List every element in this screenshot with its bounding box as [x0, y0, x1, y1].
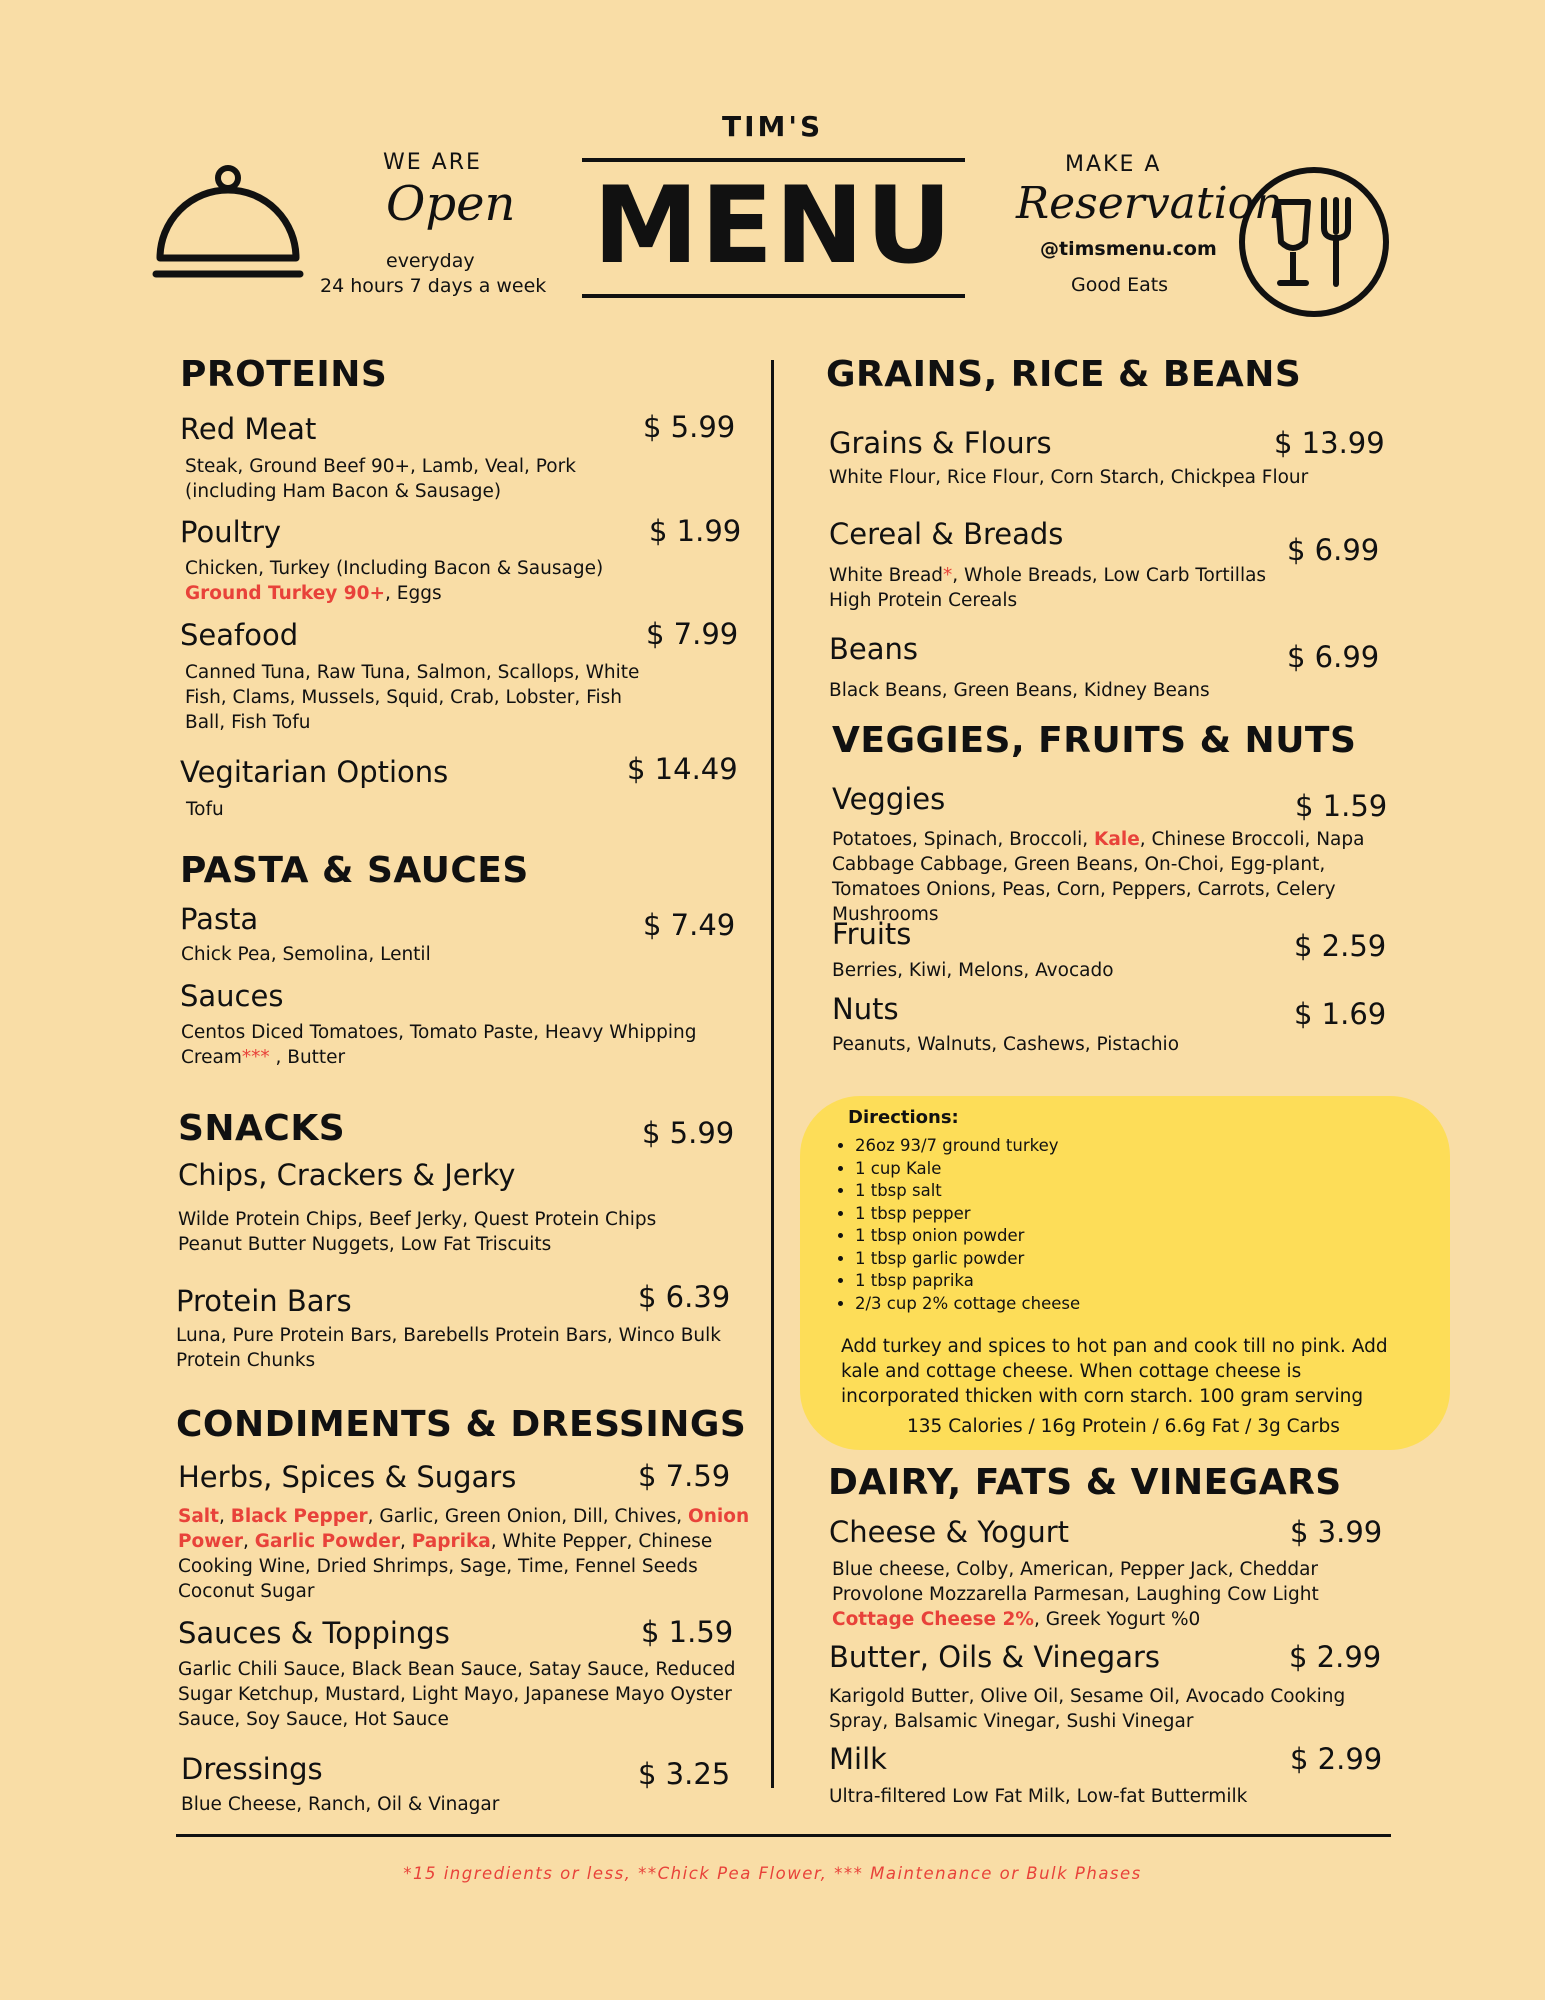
directions-title: Directions:: [848, 1107, 959, 1128]
item-name-dressings: Dressings: [181, 1752, 323, 1786]
item-price-cereal: $ 6.99: [1287, 533, 1380, 567]
directions-line: incorporated thicken with corn starch. 100 gram serving: [841, 1386, 1364, 1407]
desc-fragment: White Bread: [829, 565, 944, 586]
glass-fork-icon: [1238, 166, 1390, 318]
direction-step: • 1 tbsp garlic powder: [855, 1248, 1080, 1271]
section-title-veggies: VEGGIES, FRUITS & NUTS: [832, 720, 1357, 761]
directions-line: kale and cottage cheese. When cottage cheese is: [841, 1361, 1302, 1382]
open-line2: everyday: [386, 250, 475, 272]
item-desc-protein-bars: [176, 1323, 721, 1373]
highlight-black-pepper: Black Pepper: [230, 1506, 368, 1527]
desc-line: Centos Diced Tomatoes, Tomato Paste, Heavy Whipping: [181, 1022, 697, 1043]
desc-line: Tomatoes Onions, Peas, Corn, Peppers, Carrots, Celery: [832, 879, 1336, 900]
desc-line: Fish, Clams, Mussels, Squid, Crab, Lobster, Fish: [185, 687, 622, 708]
desc-fragment: Potatoes, Spinach, Broccoli,: [832, 829, 1095, 850]
section-title-proteins: PROTEINS: [180, 354, 388, 395]
direction-step: • 2/3 cup 2% cottage cheese: [855, 1293, 1080, 1316]
section-title-dairy: DAIRY, FATS & VINEGARS: [828, 1462, 1342, 1503]
item-price-herbs: $ 7.59: [638, 1459, 731, 1493]
direction-step: • 1 tbsp paprika: [855, 1270, 1080, 1293]
item-desc-sauces-toppings: [178, 1657, 736, 1732]
desc-line: Steak, Ground Beef 90+, Lamb, Veal, Pork: [185, 456, 576, 477]
desc-line: High Protein Cereals: [829, 590, 1018, 611]
item-price-red-meat: $ 5.99: [643, 410, 736, 444]
reservation-tagline: Good Eats: [1071, 274, 1169, 296]
item-name-red-meat: Red Meat: [180, 412, 317, 446]
item-name-protein-bars: Protein Bars: [176, 1284, 352, 1318]
reservation-line1: MAKE A: [1065, 152, 1162, 177]
desc-line: Luna, Pure Protein Bars, Barebells Protein Bars, Winco Bulk: [176, 1325, 722, 1346]
item-price-nuts: $ 1.69: [1294, 997, 1387, 1031]
highlight-paprika: Paprika: [411, 1531, 491, 1552]
item-price-cheese: $ 3.99: [1290, 1515, 1383, 1549]
item-name-chips: Chips, Crackers & Jerky: [178, 1158, 516, 1192]
section-title-condiments: CONDIMENTS & DRESSINGS: [176, 1404, 747, 1445]
item-name-cereal: Cereal & Breads: [829, 517, 1064, 551]
desc-fragment: , Garlic, Green Onion, Dill, Chives,: [367, 1506, 688, 1527]
highlight-onion: Onion: [688, 1506, 750, 1527]
nutrition-facts: 135 Calories / 16g Protein / 6.6g Fat / 3g Carbs: [907, 1416, 1340, 1437]
direction-step: • 26oz 93/7 ground turkey: [855, 1135, 1080, 1158]
desc-fragment: ,: [219, 1506, 231, 1527]
desc-fragment: ,: [243, 1531, 255, 1552]
item-desc-beans: Black Beans, Green Beans, Kidney Beans: [829, 680, 1210, 701]
footer-rule: [176, 1834, 1391, 1837]
section-title-snacks: SNACKS: [178, 1108, 346, 1149]
item-name-seafood: Seafood: [180, 618, 299, 652]
directions-steps: [835, 1135, 1080, 1315]
item-name-cheese: Cheese & Yogurt: [829, 1515, 1070, 1549]
item-desc-butter: [829, 1684, 1345, 1734]
item-price-dressings: $ 3.25: [638, 1757, 731, 1791]
desc-line: Chicken, Turkey (Including Bacon & Sausage): [185, 558, 604, 579]
direction-step: • 1 tbsp salt: [855, 1180, 1080, 1203]
open-line1: WE ARE: [383, 150, 482, 175]
title-rule-bottom: [582, 294, 965, 298]
title-rule-top: [582, 158, 965, 162]
highlight-kale: Kale: [1094, 829, 1140, 850]
highlight-garlic-powder: Garlic Powder: [254, 1531, 400, 1552]
item-price-beans: $ 6.99: [1287, 640, 1380, 674]
desc-line: Ball, Fish Tofu: [185, 712, 311, 733]
highlight-cottage-cheese: Cottage Cheese 2%: [832, 1609, 1034, 1630]
item-price-sauces-toppings: $ 1.59: [641, 1615, 734, 1649]
item-desc-chips: [178, 1207, 656, 1257]
item-name-sauces-toppings: Sauces & Toppings: [178, 1616, 450, 1650]
item-price-veggies: $ 1.59: [1295, 789, 1388, 823]
desc-line: [829, 563, 1266, 588]
desc-fragment: , White Pepper, Chinese: [490, 1531, 713, 1552]
footnote: *15 ingredients or less, **Chick Pea Flower, *** Maintenance or Bulk Phases: [403, 1864, 1142, 1883]
desc-line: (including Ham Bacon & Sausage): [185, 481, 502, 502]
footnote-mark: ***: [241, 1047, 270, 1068]
desc-fragment: , Greek Yogurt %0: [1033, 1609, 1201, 1630]
item-name-beans: Beans: [829, 632, 918, 666]
desc-line: Coconut Sugar: [178, 1581, 315, 1602]
item-price-protein-bars: $ 6.39: [638, 1280, 731, 1314]
item-name-vegetarian: Vegitarian Options: [180, 755, 449, 789]
desc-line: Garlic Chili Sauce, Black Bean Sauce, Satay Sauce, Reduced: [178, 1659, 736, 1680]
item-price-pasta: $ 7.49: [643, 908, 736, 942]
desc-fragment: , Whole Breads, Low Carb Tortillas: [952, 565, 1267, 586]
item-desc-milk: Ultra-filtered Low Fat Milk, Low-fat Buttermilk: [829, 1786, 1248, 1807]
item-name-poultry: Poultry: [180, 515, 282, 549]
item-desc-cereal: [829, 563, 1266, 613]
highlight-power: Power: [178, 1531, 244, 1552]
open-script: Open: [386, 176, 516, 232]
highlight-ground-turkey: Ground Turkey 90+: [185, 583, 386, 604]
item-desc-cheese: [832, 1557, 1319, 1632]
desc-line: Canned Tuna, Raw Tuna, Salmon, Scallops, White: [185, 662, 640, 683]
desc-line: Mushrooms: [832, 904, 939, 925]
desc-line: [832, 827, 1364, 852]
item-desc-vegetarian: Tofu: [186, 799, 224, 820]
item-desc-nuts: Peanuts, Walnuts, Cashews, Pistachio: [832, 1034, 1180, 1055]
item-price-vegetarian: $ 14.49: [627, 752, 738, 786]
item-desc-poultry: [185, 556, 603, 606]
desc-fragment: , Butter: [269, 1047, 346, 1068]
desc-line: Protein Chunks: [176, 1350, 316, 1371]
desc-line: Cooking Wine, Dried Shrimps, Sage, Time, Fennel Seeds: [178, 1556, 698, 1577]
desc-line: Spray, Balsamic Vinegar, Sushi Vinegar: [829, 1711, 1194, 1732]
item-price-butter: $ 2.99: [1289, 1640, 1382, 1674]
desc-fragment: , Eggs: [385, 583, 442, 604]
desc-line: Cabbage Cabbage, Green Beans, On-Choi, Egg-plant,: [832, 854, 1326, 875]
direction-step: • 1 cup Kale: [855, 1158, 1080, 1181]
item-price-fruits: $ 2.59: [1294, 929, 1387, 963]
desc-line: Peanut Butter Nuggets, Low Fat Triscuits: [178, 1234, 552, 1255]
item-desc-sauces: [181, 1020, 697, 1070]
item-desc-pasta: Chick Pea, Semolina, Lentil: [181, 944, 431, 965]
desc-line: Blue cheese, Colby, American, Pepper Jack, Cheddar: [832, 1559, 1319, 1580]
item-name-veggies: Veggies: [832, 782, 946, 816]
column-divider: [771, 360, 774, 1788]
section-title-grains: GRAINS, RICE & BEANS: [826, 354, 1302, 395]
item-desc-grains-flours: White Flour, Rice Flour, Corn Starch, Chickpea Flour: [829, 467, 1309, 488]
directions-line: Add turkey and spices to hot pan and cook till no pink. Add: [841, 1336, 1388, 1357]
reservation-script: Reservation: [1016, 178, 1283, 229]
highlight-salt: Salt: [178, 1506, 219, 1527]
item-price-seafood: $ 7.99: [646, 617, 739, 651]
brand-name: TIM'S: [722, 110, 824, 143]
directions-text: [841, 1334, 1388, 1409]
item-name-butter: Butter, Oils & Vinegars: [829, 1640, 1161, 1674]
desc-fragment: Cream: [181, 1047, 242, 1068]
desc-fragment: ,: [399, 1531, 412, 1552]
desc-fragment: , Chinese Broccoli, Napa: [1139, 829, 1365, 850]
item-name-grains-flours: Grains & Flours: [829, 426, 1052, 460]
item-desc-dressings: Blue Cheese, Ranch, Oil & Vinagar: [181, 1794, 500, 1815]
item-name-fruits: Fruits: [832, 917, 912, 951]
desc-line: Sugar Ketchup, Mustard, Light Mayo, Japanese Mayo Oyster: [178, 1684, 732, 1705]
page-title: MENU: [593, 164, 954, 287]
direction-step: • 1 tbsp onion powder: [855, 1225, 1080, 1248]
item-desc-fruits: Berries, Kiwi, Melons, Avocado: [832, 960, 1114, 981]
item-name-milk: Milk: [829, 1742, 887, 1776]
desc-line: [181, 1045, 697, 1070]
section-title-pasta: PASTA & SAUCES: [180, 850, 529, 891]
item-desc-seafood: [185, 660, 639, 735]
item-name-herbs: Herbs, Spices & Sugars: [178, 1460, 517, 1494]
item-price-grains-flours: $ 13.99: [1274, 426, 1385, 460]
item-price-poultry: $ 1.99: [649, 514, 742, 548]
desc-line: [178, 1529, 749, 1554]
item-price-milk: $ 2.99: [1290, 1742, 1383, 1776]
desc-line: Wilde Protein Chips, Beef Jerky, Quest Protein Chips: [178, 1209, 657, 1230]
item-price-snacks: $ 5.99: [642, 1116, 735, 1150]
item-name-nuts: Nuts: [832, 992, 899, 1026]
item-desc-herbs: [178, 1504, 749, 1604]
open-line3: 24 hours 7 days a week: [320, 275, 547, 297]
item-desc-red-meat: [185, 454, 576, 504]
food-cloche-icon: [152, 162, 304, 284]
direction-step: • 1 tbsp pepper: [855, 1203, 1080, 1226]
desc-line: [832, 1607, 1319, 1632]
desc-line: Provolone Mozzarella Parmesan, Laughing Cow Light: [832, 1584, 1319, 1605]
desc-line: [178, 1504, 749, 1529]
footnote-mark: *: [943, 565, 953, 586]
item-desc-veggies: [832, 827, 1364, 927]
item-name-sauces: Sauces: [180, 979, 284, 1013]
desc-line: [185, 581, 603, 606]
desc-line: Sauce, Soy Sauce, Hot Sauce: [178, 1709, 449, 1730]
reservation-handle: @timsmenu.com: [1040, 238, 1217, 260]
item-name-pasta: Pasta: [180, 902, 259, 936]
desc-line: Karigold Butter, Olive Oil, Sesame Oil, Avocado Cooking: [829, 1686, 1346, 1707]
